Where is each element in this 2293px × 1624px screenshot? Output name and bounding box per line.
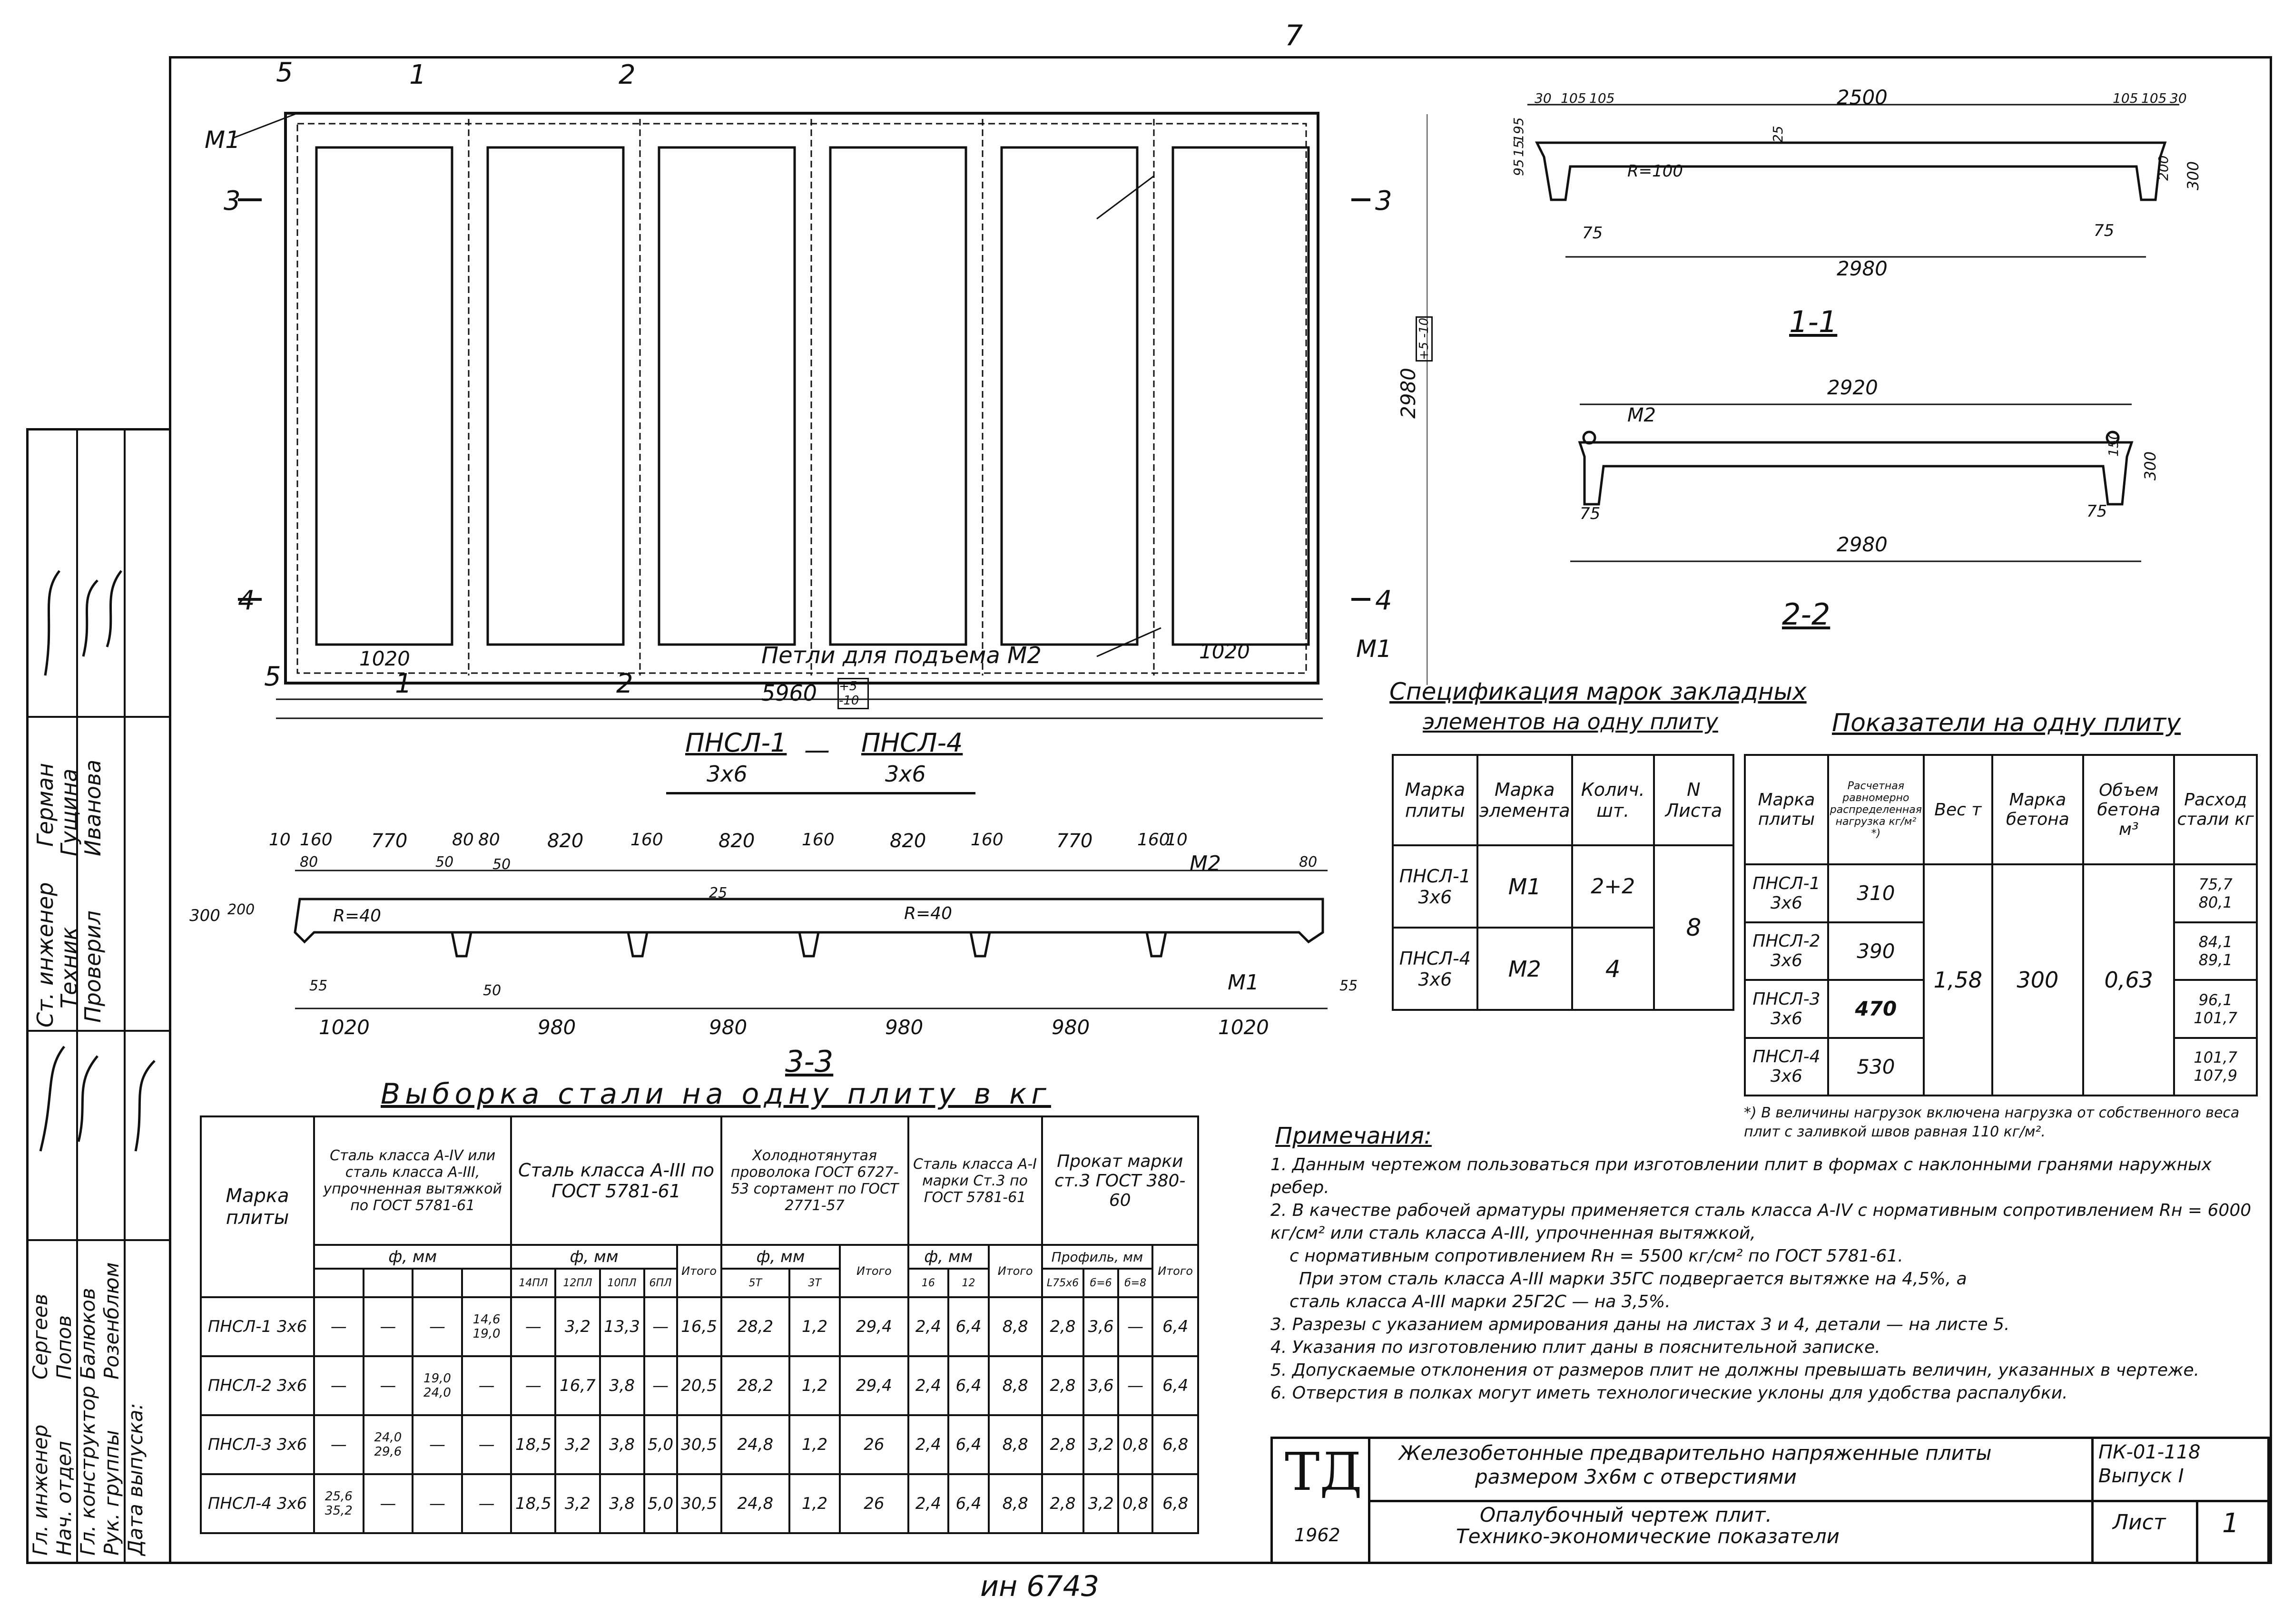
spec-h2: Колич. шт. bbox=[1572, 755, 1654, 845]
note-3: 3. Разрезы с указанием армирования даны на листах 3 и 4, детали — на листе 5. bbox=[1270, 1315, 2010, 1334]
steel-r3-c17: 0,8 bbox=[1118, 1474, 1152, 1533]
section-3-3-misc-80a: 80 bbox=[300, 854, 318, 871]
steel-s8: Итого bbox=[677, 1245, 721, 1297]
steel-r3-c15: 2,8 bbox=[1042, 1474, 1084, 1533]
steel-r3-c7: 5,0 bbox=[644, 1474, 677, 1533]
steel-d2: ф, мм bbox=[721, 1245, 840, 1269]
ind-r3-steel-a: 101,7 bbox=[2194, 1048, 2237, 1067]
steel-r2-c7: 5,0 bbox=[644, 1415, 677, 1474]
stamp-name-3: Розенблюм bbox=[100, 1262, 123, 1379]
ind-r1-load: 390 bbox=[1828, 922, 1924, 980]
spec-table bbox=[1392, 754, 1734, 1011]
steel-r2-c8: 30,5 bbox=[677, 1415, 721, 1474]
section-3-3-misc-55a: 55 bbox=[309, 978, 328, 994]
m1-label-top: M1 bbox=[205, 126, 240, 154]
section-1-1-r100: R=100 bbox=[1627, 162, 1683, 181]
steel-g2: Сталь класса A-III по ГОСТ 5781-61 bbox=[511, 1116, 721, 1245]
ind-h2: Вес т bbox=[1924, 755, 1992, 864]
steel-r1-c12: 2,4 bbox=[908, 1356, 949, 1415]
section-2-2-label: 2-2 bbox=[1782, 597, 1830, 632]
steel-r3-c2: — bbox=[413, 1474, 462, 1533]
m1-label-bottom: M1 bbox=[1356, 635, 1392, 663]
dim-left-1020: 1020 bbox=[359, 647, 410, 670]
steel-r0-c1: — bbox=[364, 1297, 413, 1356]
section-3-3-botdim-2: 980 bbox=[709, 1016, 748, 1039]
steel-g4: Сталь класса A-I марки Ст.3 по ГОСТ 5781-61 bbox=[908, 1116, 1042, 1245]
section-3-3-misc-200: 200 bbox=[227, 901, 255, 918]
steel-r3-c13: 6,4 bbox=[948, 1474, 989, 1533]
section-1-1-topdim-5: 105 bbox=[2141, 90, 2167, 106]
section-1-1-95: 95 bbox=[1511, 159, 1526, 176]
section-1-1-75a: 75 bbox=[1582, 224, 1603, 243]
stamp-name2-1: Гущина bbox=[56, 768, 82, 856]
ind-h3: Марка бетона bbox=[1992, 755, 2083, 864]
steel-r1-c17: — bbox=[1118, 1356, 1152, 1415]
title-line2: размером 3x6м с отверстиями bbox=[1475, 1465, 1797, 1488]
steel-r0-c17: — bbox=[1118, 1297, 1152, 1356]
section-3-3-misc-r40a: R=40 bbox=[333, 906, 381, 926]
steel-r0-c11: 29,4 bbox=[840, 1297, 908, 1356]
steel-s0 bbox=[314, 1269, 364, 1297]
spec-sheet: 8 bbox=[1654, 845, 1733, 1010]
steel-d1: ф, мм bbox=[511, 1245, 677, 1269]
steel-r0-c6: 13,3 bbox=[600, 1297, 644, 1356]
section-3-3-misc-50c: 50 bbox=[483, 982, 502, 999]
steel-s5: 12ПЛ bbox=[555, 1269, 600, 1297]
stamp-role2-1: Техник bbox=[56, 927, 82, 1008]
ind-r2-plate: ПНСЛ-3 3x6 bbox=[1745, 980, 1828, 1038]
steel-r0-c4: — bbox=[511, 1297, 555, 1356]
stamp-role2-2: Проверил bbox=[80, 910, 106, 1023]
note-2d: сталь класса A-III марки 25Г2С — на 3,5%. bbox=[1289, 1292, 1671, 1311]
steel-r1-c15: 2,8 bbox=[1042, 1356, 1084, 1415]
ind-h1: Расчетная равномерно распределенная нагрузка кг/м² *) bbox=[1828, 755, 1924, 864]
steel-r3-c16: 3,2 bbox=[1083, 1474, 1118, 1533]
cut-mark-bottom-5: 5 bbox=[264, 661, 281, 692]
ind-concrete: 300 bbox=[1992, 864, 2083, 1096]
steel-r3-c5: 3,2 bbox=[555, 1474, 600, 1533]
section-3-3-topdim-1: 160 bbox=[300, 830, 333, 850]
section-2-2-300: 300 bbox=[2141, 451, 2159, 480]
steel-s16: б=6 bbox=[1083, 1269, 1118, 1297]
section-2-2-75b: 75 bbox=[2086, 502, 2107, 521]
note-5: 5. Допускаемые отклонения от размеров плит не должны превышать величин, указанных в чертеже. bbox=[1270, 1360, 2200, 1380]
notes-title: Примечания: bbox=[1275, 1123, 1432, 1149]
steel-r1-c18: 6,4 bbox=[1152, 1356, 1198, 1415]
steel-r3-c18: 6,8 bbox=[1152, 1474, 1198, 1533]
steel-r2-c9: 24,8 bbox=[721, 1415, 789, 1474]
steel-r3-plate: ПНСЛ-4 3x6 bbox=[201, 1474, 314, 1533]
indicators-footnote: *) В величины нагрузок включена нагрузка от собственного веса плит с заливкой швов равная 110 кг/м². bbox=[1744, 1105, 2240, 1140]
section-1-1-75b: 75 bbox=[2094, 221, 2115, 240]
steel-r0-c16: 3,6 bbox=[1083, 1297, 1118, 1356]
spec-r1-elem: M2 bbox=[1477, 928, 1572, 1010]
steel-s6: 10ПЛ bbox=[600, 1269, 644, 1297]
steel-s14: Итого bbox=[989, 1245, 1042, 1297]
steel-r3-c8: 30,5 bbox=[677, 1474, 721, 1533]
steel-s18: Итого bbox=[1152, 1245, 1198, 1297]
steel-r2-c0: — bbox=[314, 1415, 364, 1474]
ind-r2-steel-a: 96,1 bbox=[2198, 990, 2233, 1009]
steel-r3-c9: 24,8 bbox=[721, 1474, 789, 1533]
dim-right-1020: 1020 bbox=[1199, 640, 1250, 663]
steel-r0-c8: 16,5 bbox=[677, 1297, 721, 1356]
steel-r2-c11: 26 bbox=[840, 1415, 908, 1474]
steel-r3-c10: 1,2 bbox=[789, 1474, 840, 1533]
ind-r1-plate: ПНСЛ-2 3x6 bbox=[1745, 922, 1828, 980]
section-1-1-topdim-6: 30 bbox=[2170, 90, 2187, 106]
note-1: 1. Данным чертежом пользоваться при изготовлении плит в формах с наклонными гранями наружных ребер. bbox=[1270, 1155, 2212, 1197]
section-3-3-m2: M2 bbox=[1190, 851, 1221, 876]
section-3-3-topdim-3: 80 bbox=[452, 830, 474, 850]
steel-g0: Марка плиты bbox=[201, 1116, 314, 1297]
main-plan-drawing bbox=[181, 57, 1427, 733]
section-3-3-topdim-7: 820 bbox=[718, 830, 755, 852]
stamp-name-2: Балюков bbox=[76, 1288, 99, 1379]
steel-g3: Холоднотянутая проволока ГОСТ 6727-53 сортамент по ГОСТ 2771-57 bbox=[721, 1116, 908, 1245]
notes-list bbox=[1270, 1154, 2260, 1405]
cut-mark-top-5: 5 bbox=[276, 57, 293, 88]
steel-r0-c14: 8,8 bbox=[989, 1297, 1042, 1356]
steel-r0-c18: 6,4 bbox=[1152, 1297, 1198, 1356]
steel-r2-c2: — bbox=[413, 1415, 462, 1474]
steel-title: Выборка стали на одну плиту в кг bbox=[381, 1077, 1051, 1111]
section-3-3-botdim-0: 1020 bbox=[319, 1016, 370, 1039]
spec-r1-plate: ПНСЛ-4 3x6 bbox=[1393, 928, 1477, 1010]
section-3-3-misc-50a: 50 bbox=[435, 854, 454, 871]
spec-r0-elem: M1 bbox=[1477, 845, 1572, 928]
steel-s11: Итого bbox=[840, 1245, 908, 1297]
steel-s1 bbox=[364, 1269, 413, 1297]
steel-r1-c9: 28,2 bbox=[721, 1356, 789, 1415]
section-3-3-botdim-1: 980 bbox=[538, 1016, 576, 1039]
cut-mark-left-3: 3 bbox=[224, 186, 241, 216]
note-2c: При этом сталь класса A-III марки 35ГС подвергается вытяжке на 4,5%, а bbox=[1299, 1269, 1967, 1289]
ind-r0-load: 310 bbox=[1828, 864, 1924, 922]
note-2: 2. В качестве рабочей арматуры применяется сталь класса A-IV с нормативным сопротивлением Rн = 6000 кг/см² или сталь класса A-III, упрочненная вытяжкой, bbox=[1270, 1201, 2252, 1243]
stamp-role-2: Гл. конструктор bbox=[76, 1386, 99, 1556]
plate-title-left: ПНСЛ-1 bbox=[685, 728, 787, 758]
cut-mark-right-4: 4 bbox=[1375, 585, 1392, 616]
steel-r0-c7: — bbox=[644, 1297, 677, 1356]
lifting-loops-label: Петли для подъема M2 bbox=[761, 642, 1042, 669]
plate-size-right: 3x6 bbox=[885, 761, 926, 787]
steel-r1-c6: 3,8 bbox=[600, 1356, 644, 1415]
steel-r2-plate: ПНСЛ-3 3x6 bbox=[201, 1415, 314, 1474]
steel-r1-plate: ПНСЛ-2 3x6 bbox=[201, 1356, 314, 1415]
ind-r3-load: 530 bbox=[1828, 1038, 1924, 1096]
ind-r0-steel-b: 80,1 bbox=[2198, 893, 2233, 911]
section-3-3-topdim-5: 820 bbox=[547, 830, 584, 852]
steel-d0: ф, мм bbox=[314, 1245, 511, 1269]
steel-r3-c1: — bbox=[364, 1474, 413, 1533]
section-3-3-topdim-4: 80 bbox=[478, 830, 500, 850]
plate-title-right: ПНСЛ-4 bbox=[861, 728, 963, 758]
section-3-3-botdim-5: 1020 bbox=[1218, 1016, 1269, 1039]
section-3-3-misc-50b: 50 bbox=[492, 856, 511, 873]
steel-r1-c8: 20,5 bbox=[677, 1356, 721, 1415]
stamp-signatures bbox=[26, 476, 169, 1189]
ind-r1-steel-a: 84,1 bbox=[2198, 933, 2233, 951]
steel-r1-c5: 16,7 bbox=[555, 1356, 600, 1415]
section-3-3-topdim-6: 160 bbox=[630, 830, 663, 850]
section-1-1-botdim: 2980 bbox=[1837, 257, 1888, 280]
steel-r0-c3: 14,6 19,0 bbox=[462, 1297, 512, 1356]
section-3-3-misc-300: 300 bbox=[189, 906, 220, 925]
spec-r1-qty: 4 bbox=[1572, 928, 1654, 1010]
section-3-3-botdim-4: 980 bbox=[1052, 1016, 1090, 1039]
title-logo: ТД bbox=[1285, 1441, 1362, 1502]
ind-r3-plate: ПНСЛ-4 3x6 bbox=[1745, 1038, 1828, 1096]
steel-r2-c16: 3,2 bbox=[1083, 1415, 1118, 1474]
section-3-3-topdim-9: 820 bbox=[890, 830, 926, 852]
steel-r0-c13: 6,4 bbox=[948, 1297, 989, 1356]
steel-s2 bbox=[413, 1269, 462, 1297]
section-1-1-15: 15 bbox=[1511, 140, 1526, 157]
steel-r1-c3: — bbox=[462, 1356, 512, 1415]
steel-r2-c13: 6,4 bbox=[948, 1415, 989, 1474]
spec-h0: Марка плиты bbox=[1393, 755, 1477, 845]
stamp-role2-0: Ст. инженер bbox=[32, 882, 58, 1027]
indicators-title: Показатели на одну плиту bbox=[1832, 709, 2181, 737]
cut-mark-bottom-1: 1 bbox=[395, 668, 412, 699]
section-1-1-label: 1-1 bbox=[1789, 304, 1838, 339]
steel-r3-c4: 18,5 bbox=[511, 1474, 555, 1533]
title-series: ПК-01-118 bbox=[2098, 1441, 2201, 1463]
ind-r2-load: 470 bbox=[1828, 980, 1924, 1038]
ind-r0-plate: ПНСЛ-1 3x6 bbox=[1745, 864, 1828, 922]
dim-total: 5960 bbox=[761, 680, 817, 706]
ind-r1-steel-b: 89,1 bbox=[2198, 951, 2233, 969]
stamp-role-4: Дата выпуска: bbox=[124, 1403, 147, 1556]
note-6: 6. Отверстия в полках могут иметь технологические уклоны для удобства распалубки. bbox=[1270, 1383, 2068, 1403]
section-3-3-botdim-3: 980 bbox=[885, 1016, 924, 1039]
cut-mark-top-2: 2 bbox=[619, 59, 636, 90]
steel-r0-c0: — bbox=[314, 1297, 364, 1356]
section-1-1-25: 25 bbox=[1770, 126, 1786, 143]
cut-mark-left-4: 4 bbox=[238, 585, 255, 616]
section-2-2-drawing bbox=[1518, 390, 2203, 604]
cut-mark-right-3: 3 bbox=[1375, 186, 1392, 216]
title-line1: Железобетонные предварительно напряженные плиты bbox=[1399, 1441, 1992, 1465]
steel-r2-c4: 18,5 bbox=[511, 1415, 555, 1474]
stamp-name-0: Сергеев bbox=[29, 1293, 52, 1379]
spec-r0-plate: ПНСЛ-1 3x6 bbox=[1393, 845, 1477, 928]
dim-height: 2980 bbox=[1397, 368, 1420, 419]
title-issue: Выпуск I bbox=[2098, 1465, 2184, 1487]
section-1-1-topdim-3: 2500 bbox=[1837, 86, 1888, 109]
steel-r1-c0: — bbox=[314, 1356, 364, 1415]
steel-r0-c10: 1,2 bbox=[789, 1297, 840, 1356]
steel-r0-c15: 2,8 bbox=[1042, 1297, 1084, 1356]
section-1-1-195: 195 bbox=[1511, 117, 1526, 143]
section-3-3-topdim-2: 770 bbox=[371, 830, 408, 852]
stamp-role-0: Гл. инженер bbox=[29, 1424, 52, 1556]
section-2-2-150: 150 bbox=[2106, 431, 2121, 457]
section-1-1-topdim-4: 105 bbox=[2113, 90, 2138, 106]
section-3-3-label: 3-3 bbox=[785, 1044, 834, 1079]
section-3-3-topdim-12: 160 bbox=[1137, 830, 1170, 850]
steel-r2-c17: 0,8 bbox=[1118, 1415, 1152, 1474]
title-sheet-label: Лист bbox=[2113, 1510, 2166, 1535]
spec-h3: N Листа bbox=[1654, 755, 1733, 845]
ind-volume: 0,63 bbox=[2083, 864, 2174, 1096]
ind-h4: Объем бетона м³ bbox=[2083, 755, 2174, 864]
steel-s3 bbox=[462, 1269, 512, 1297]
steel-r3-c0: 25,6 35,2 bbox=[314, 1474, 364, 1533]
steel-r2-c18: 6,8 bbox=[1152, 1415, 1198, 1474]
steel-r3-c6: 3,8 bbox=[600, 1474, 644, 1533]
steel-r2-c1: 24,0 29,6 bbox=[364, 1415, 413, 1474]
steel-r3-c12: 2,4 bbox=[908, 1474, 949, 1533]
steel-g5: Прокат марки ст.3 ГОСТ 380-60 bbox=[1042, 1116, 1198, 1245]
steel-r1-c13: 6,4 bbox=[948, 1356, 989, 1415]
note-2b: с нормативным сопротивлением Rн = 5500 кг/см² по ГОСТ 5781-61. bbox=[1289, 1246, 1903, 1266]
plate-size-left: 3x6 bbox=[707, 761, 748, 787]
section-3-3-misc-55b: 55 bbox=[1339, 978, 1358, 994]
section-2-2-m2: M2 bbox=[1627, 404, 1656, 426]
steel-r2-c3: — bbox=[462, 1415, 512, 1474]
dim-height-tolerance: +5 -10 bbox=[1416, 316, 1433, 362]
section-3-3-misc-r40b: R=40 bbox=[904, 904, 952, 923]
section-1-1-topdim-2: 105 bbox=[1589, 90, 1615, 106]
section-3-3-misc-80b: 80 bbox=[1299, 854, 1318, 871]
steel-g1: Сталь класса A-IV или сталь класса A-III, упрочненная вытяжкой по ГОСТ 5781-61 bbox=[314, 1116, 511, 1245]
steel-r1-c14: 8,8 bbox=[989, 1356, 1042, 1415]
steel-r2-c12: 2,4 bbox=[908, 1415, 949, 1474]
stamp-name2-0: Герман bbox=[32, 763, 58, 847]
steel-r2-c15: 2,8 bbox=[1042, 1415, 1084, 1474]
ind-r0-steel-a: 75,7 bbox=[2198, 875, 2233, 893]
steel-r1-c2: 19,0 24,0 bbox=[413, 1356, 462, 1415]
steel-s4: 14ПЛ bbox=[511, 1269, 555, 1297]
spec-r0-qty: 2+2 bbox=[1572, 845, 1654, 928]
steel-r0-c5: 3,2 bbox=[555, 1297, 600, 1356]
spec-h1: Марка элемента bbox=[1477, 755, 1572, 845]
steel-d4: Профиль, мм bbox=[1042, 1245, 1153, 1269]
steel-r3-c11: 26 bbox=[840, 1474, 908, 1533]
steel-r1-c1: — bbox=[364, 1356, 413, 1415]
steel-r3-c3: — bbox=[462, 1474, 512, 1533]
section-3-3-m1: M1 bbox=[1228, 970, 1259, 995]
ind-r2-steel-b: 101,7 bbox=[2194, 1008, 2237, 1027]
steel-r1-c11: 29,4 bbox=[840, 1356, 908, 1415]
steel-r0-c12: 2,4 bbox=[908, 1297, 949, 1356]
stamp-name-1: Попов bbox=[52, 1315, 76, 1379]
section-2-2-topdim: 2920 bbox=[1827, 376, 1878, 399]
section-2-2-75a: 75 bbox=[1580, 504, 1601, 523]
steel-s7: 6ПЛ bbox=[644, 1269, 677, 1297]
section-3-3-topdim-8: 160 bbox=[802, 830, 835, 850]
ind-h0: Марка плиты bbox=[1745, 755, 1828, 864]
steel-r1-c4: — bbox=[511, 1356, 555, 1415]
steel-r1-c10: 1,2 bbox=[789, 1356, 840, 1415]
cut-mark-top-1: 1 bbox=[409, 59, 426, 90]
section-3-3-topdim-10: 160 bbox=[971, 830, 1004, 850]
inventory-number: ин 6743 bbox=[980, 1570, 1099, 1603]
section-3-3-misc-25: 25 bbox=[709, 885, 728, 901]
steel-d3: ф, мм bbox=[908, 1245, 989, 1269]
title-drawing2: Технико-экономические показатели bbox=[1456, 1525, 1840, 1548]
ind-h5: Расход стали кг bbox=[2174, 755, 2257, 864]
steel-s10: 3Т bbox=[789, 1269, 840, 1297]
steel-table bbox=[200, 1115, 1199, 1534]
section-1-1-topdim-1: 105 bbox=[1561, 90, 1586, 106]
note-4: 4. Указания по изготовлению плит даны в пояснительной записке. bbox=[1270, 1338, 1880, 1357]
steel-r1-c7: — bbox=[644, 1356, 677, 1415]
title-drawing1: Опалубочный чертеж плит. bbox=[1480, 1503, 1772, 1526]
indicators-table bbox=[1744, 754, 2258, 1096]
steel-s17: б=8 bbox=[1118, 1269, 1152, 1297]
plate-title-dash: — bbox=[804, 735, 830, 765]
dim-total-tolerance: +5 -10 bbox=[837, 678, 869, 709]
spec-title: Спецификация марок закладных bbox=[1389, 678, 1807, 705]
steel-s15: L75x6 bbox=[1042, 1269, 1084, 1297]
ind-weight: 1,58 bbox=[1924, 864, 1992, 1096]
section-1-1-300: 300 bbox=[2184, 161, 2202, 190]
ind-r3-steel-b: 107,9 bbox=[2194, 1066, 2237, 1085]
title-sheet-number: 1 bbox=[2222, 1508, 2239, 1539]
steel-r1-c16: 3,6 bbox=[1083, 1356, 1118, 1415]
spec-subtitle: элементов на одну плиту bbox=[1423, 709, 1718, 734]
steel-r0-c9: 28,2 bbox=[721, 1297, 789, 1356]
steel-r2-c5: 3,2 bbox=[555, 1415, 600, 1474]
steel-r2-c14: 8,8 bbox=[989, 1415, 1042, 1474]
page-number: 7 bbox=[1285, 19, 1303, 52]
section-3-3-topdim-0: 10 bbox=[269, 830, 291, 850]
cut-mark-bottom-2: 2 bbox=[616, 668, 633, 699]
steel-s9: 5Т bbox=[721, 1269, 789, 1297]
section-3-3-topdim-11: 770 bbox=[1056, 830, 1093, 852]
steel-s12: 16 bbox=[908, 1269, 949, 1297]
title-year: 1962 bbox=[1294, 1525, 1340, 1546]
steel-r3-c14: 8,8 bbox=[989, 1474, 1042, 1533]
stamp-role-3: Рук. группы bbox=[100, 1430, 123, 1556]
steel-r0-c2: — bbox=[413, 1297, 462, 1356]
steel-r2-c6: 3,8 bbox=[600, 1415, 644, 1474]
steel-s13: 12 bbox=[948, 1269, 989, 1297]
stamp-name2-2: Иванова bbox=[80, 759, 106, 856]
section-1-1-topdim-0: 30 bbox=[1535, 90, 1552, 106]
steel-r0-plate: ПНСЛ-1 3x6 bbox=[201, 1297, 314, 1356]
section-2-2-botdim: 2980 bbox=[1837, 533, 1888, 556]
stamp-role-1: Нач. отдел bbox=[52, 1441, 76, 1556]
section-3-3-topdim-13: 10 bbox=[1166, 830, 1188, 850]
steel-r2-c10: 1,2 bbox=[789, 1415, 840, 1474]
section-1-1-200: 200 bbox=[2155, 155, 2171, 181]
